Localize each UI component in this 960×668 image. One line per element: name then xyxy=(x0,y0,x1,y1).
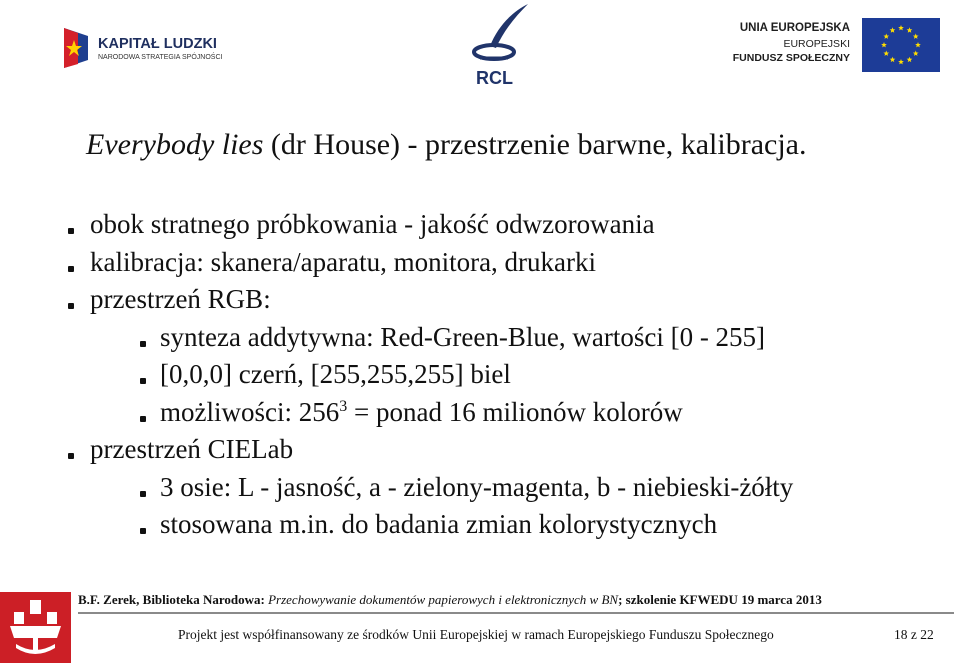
footer-funding-note: Projekt jest współfinansowany ze środków Unii Europejskiej w ramach Europejskiego Funduszu Społecznego xyxy=(178,627,774,642)
bullet-dot-icon xyxy=(140,341,146,347)
bullet-dot-icon xyxy=(68,228,74,234)
biblioteka-narodowa-logo xyxy=(0,592,71,663)
list-item: kalibracja: skanera/aparatu, monitora, drukarki xyxy=(68,244,793,282)
crown-castle-icon xyxy=(0,592,71,663)
page-number: 18 z 22 xyxy=(894,627,934,642)
rcl-text: RCL xyxy=(476,68,513,88)
eu-fund-line1: EUROPEJSKI xyxy=(783,38,850,50)
eu-fund-line2: FUNDUSZ SPOŁECZNY xyxy=(732,52,850,64)
eu-flag-icon xyxy=(862,18,940,72)
list-item: [0,0,0] czerń, [255,255,255] biel xyxy=(68,356,793,394)
eu-name: UNIA EUROPEJSKA xyxy=(739,22,850,34)
list-item: stosowana m.in. do badania zmian kolorystycznych xyxy=(68,506,793,544)
list-item: przestrzeń CIELab xyxy=(68,431,793,469)
bullet-dot-icon xyxy=(68,266,74,272)
bullet-dot-icon xyxy=(68,303,74,309)
kapital-ludzki-flag-icon xyxy=(60,26,94,70)
bullet-dot-icon xyxy=(68,453,74,459)
kapital-ludzki-logo xyxy=(60,26,230,74)
list-item: możliwości: $256^3$ = ponad 16 milionów kolorów xyxy=(68,394,793,432)
slide-title-italic: Everybody lies xyxy=(86,128,264,161)
slide-title xyxy=(86,128,806,162)
bullet-dot-icon xyxy=(140,491,146,497)
list-item: obok stratnego próbkowania - jakość odwzorowania xyxy=(68,206,793,244)
bullet-dot-icon xyxy=(140,378,146,384)
list-item: przestrzeń RGB: xyxy=(68,281,793,319)
bullet-dot-icon xyxy=(140,528,146,534)
list-item: 3 osie: L - jasność, a - zielony-magenta, b - niebieski-żółty xyxy=(68,469,793,507)
footer-credit: B.F. Zerek, Biblioteka Narodowa: Przechowywanie dokumentów papierowych i elektronicznych w BN; szkolenie KFWEDU 19 marca 2013 xyxy=(78,592,822,607)
bullet-dot-icon xyxy=(140,416,146,422)
footer-divider xyxy=(78,612,954,614)
rcl-logo xyxy=(468,2,534,94)
rcl-quill-icon xyxy=(468,2,534,68)
list-item: synteza addytywna: Red-Green-Blue, wartości [0 - 255] xyxy=(68,319,793,357)
bullet-list xyxy=(68,206,793,544)
kapital-ludzki-subtitle: NARODOWA STRATEGIA SPÓJNOŚCI xyxy=(98,54,223,61)
slide-title-rest: (dr House) - przestrzenie barwne, kalibracja. xyxy=(263,128,807,161)
kapital-ludzki-name: KAPITAŁ LUDZKI xyxy=(98,36,217,52)
eu-logo xyxy=(732,18,940,76)
